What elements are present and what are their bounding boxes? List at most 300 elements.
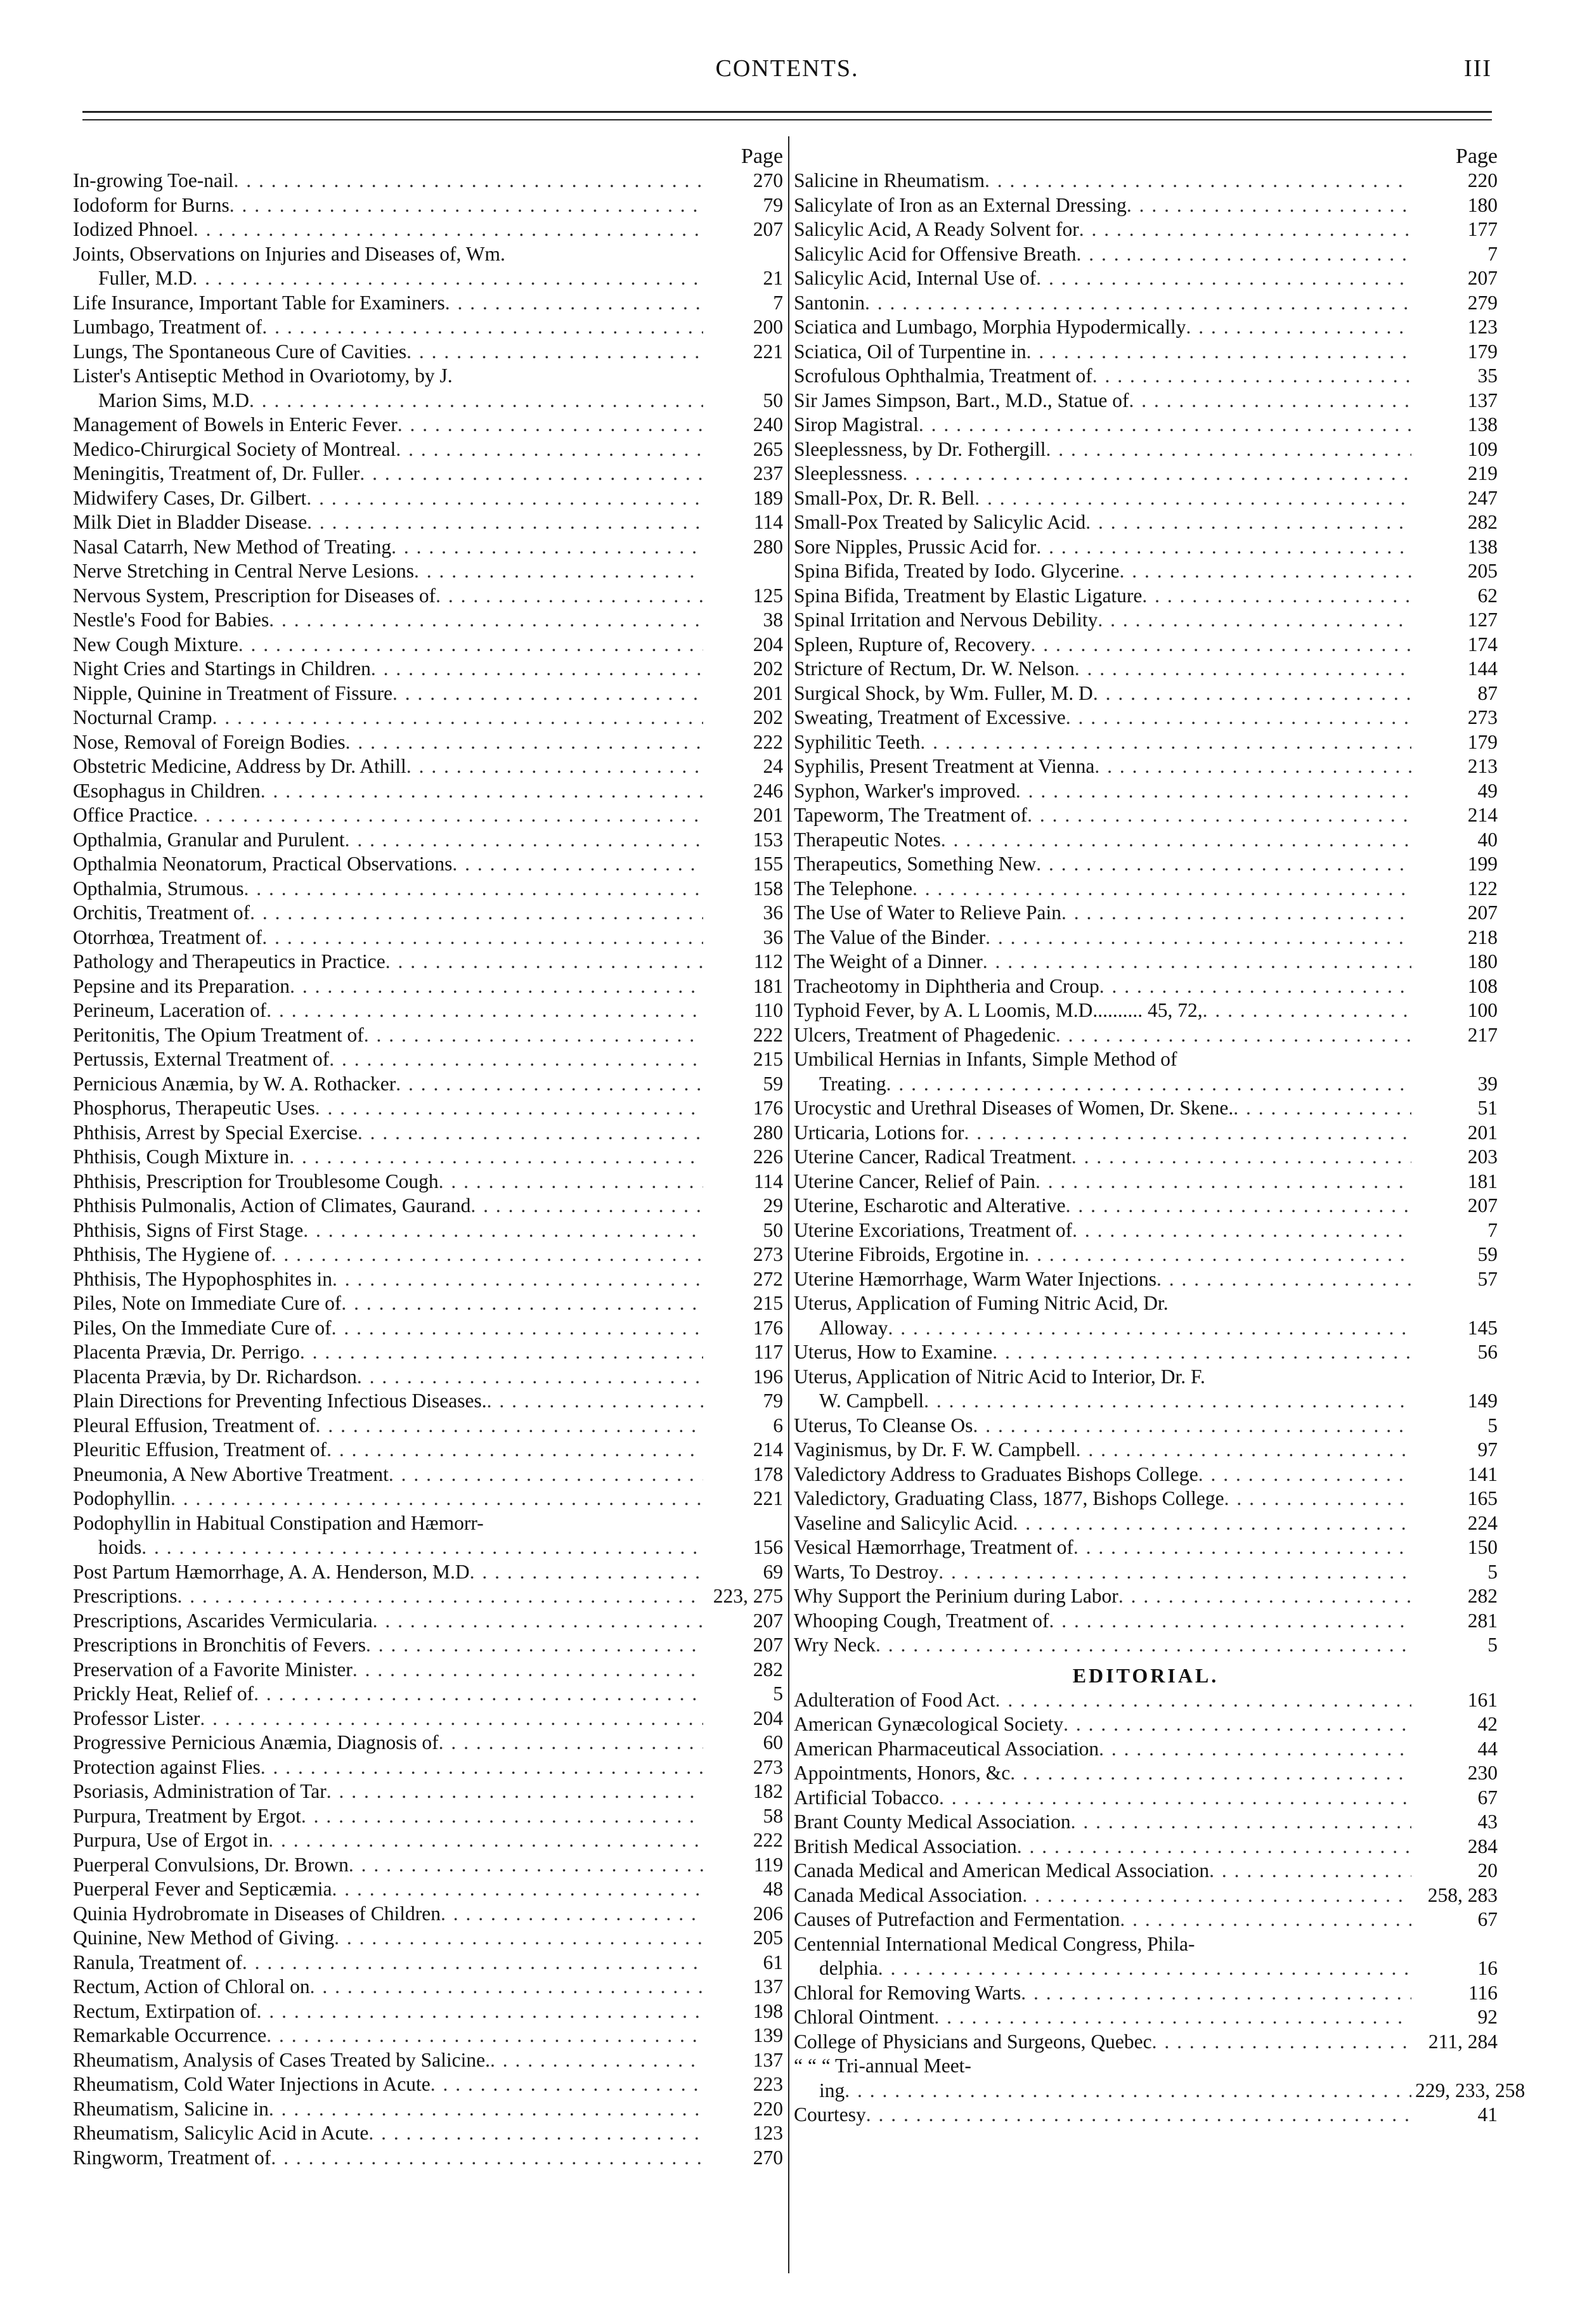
entry-title: Rectum, Extirpation of bbox=[73, 1999, 257, 2022]
entry-title: Opthalmia, Granular and Purulent bbox=[73, 828, 345, 851]
dot-leader bbox=[1022, 1883, 1411, 1908]
editorial-list bbox=[794, 1688, 1525, 2127]
entry-title: Spinal Irritation and Nervous Debility bbox=[794, 609, 1098, 631]
entry-title: Purpura, Treatment by Ergot bbox=[73, 1804, 301, 1827]
index-entry bbox=[73, 2121, 783, 2146]
dot-leader bbox=[912, 877, 1411, 901]
entry-title: Therapeutics, Something New bbox=[794, 853, 1037, 875]
entry-page: 165 bbox=[1467, 1487, 1498, 1509]
entry-page: 214 bbox=[1467, 804, 1498, 826]
index-entry bbox=[73, 1609, 783, 1634]
entry-page: 43 bbox=[1477, 1811, 1498, 1833]
entry-list bbox=[794, 169, 1498, 1658]
entry-page: 240 bbox=[753, 413, 783, 436]
entry-title: Pneumonia, A New Abortive Treatment bbox=[73, 1462, 389, 1485]
dot-leader bbox=[941, 828, 1411, 853]
entry-title: American Pharmaceutical Association bbox=[794, 1737, 1099, 1760]
entry-title: Syphon, Warker's improved bbox=[794, 779, 1016, 802]
entry-title: Santonin bbox=[794, 291, 865, 314]
dot-leader bbox=[242, 1951, 703, 1975]
entry-page: 137 bbox=[753, 1975, 783, 1998]
index-entry bbox=[794, 1047, 1498, 1072]
index-entry bbox=[73, 1145, 783, 1170]
index-entry bbox=[73, 1389, 783, 1414]
index-entry bbox=[73, 779, 783, 804]
entry-page: 29 bbox=[763, 1194, 783, 1217]
dot-leader bbox=[310, 1975, 703, 1999]
dot-leader bbox=[1224, 1487, 1411, 1511]
index-entry bbox=[794, 1218, 1498, 1243]
entry-title: Post Partum Hæmorrhage, A. A. Henderson, M.D bbox=[73, 1560, 470, 1583]
index-entry bbox=[794, 266, 1498, 291]
index-entry bbox=[73, 1535, 783, 1560]
index-entry bbox=[73, 315, 783, 340]
index-entry bbox=[794, 193, 1498, 218]
index-entry bbox=[794, 340, 1498, 365]
entry-title: Valedictory, Graduating Class, 1877, Bishops College bbox=[794, 1487, 1224, 1509]
index-entry bbox=[794, 2079, 1525, 2103]
dot-leader bbox=[1061, 901, 1411, 926]
entry-title: Lungs, The Spontaneous Cure of Cavities bbox=[73, 340, 407, 363]
dot-leader bbox=[876, 1633, 1411, 1658]
index-entry bbox=[73, 926, 783, 950]
entry-page: 16 bbox=[1477, 1957, 1498, 1979]
index-entry bbox=[794, 803, 1498, 828]
dot-leader bbox=[327, 1779, 703, 1804]
entry-title: Sciatica, Oil of Turpentine in bbox=[794, 340, 1027, 363]
entry-page: 56 bbox=[1477, 1341, 1498, 1363]
entry-page: 117 bbox=[753, 1341, 783, 1363]
index-entry bbox=[73, 1023, 783, 1048]
dot-leader bbox=[212, 706, 703, 730]
entry-title: Sleeplessness bbox=[794, 462, 903, 484]
entry-page: 282 bbox=[1467, 511, 1498, 533]
entry-title: Urocystic and Urethral Diseases of Women, Dr. Skene. bbox=[794, 1097, 1234, 1119]
dot-leader bbox=[1120, 1908, 1411, 1932]
dot-leader bbox=[306, 486, 703, 511]
entry-page: 204 bbox=[753, 633, 783, 655]
dot-leader bbox=[1098, 608, 1411, 633]
entry-title: Obstetric Medicine, Address by Dr. Athill bbox=[73, 755, 406, 777]
dot-leader bbox=[1077, 242, 1411, 267]
dot-leader bbox=[193, 217, 703, 242]
section-heading-editorial: EDITORIAL. bbox=[1072, 1663, 1219, 1687]
index-entry bbox=[794, 950, 1498, 974]
dot-leader bbox=[1209, 1859, 1411, 1883]
dot-leader bbox=[307, 510, 703, 535]
entry-title: Appointments, Honors, &c bbox=[794, 1762, 1011, 1784]
entry-page: 222 bbox=[753, 730, 783, 753]
index-entry bbox=[73, 1828, 783, 1853]
entry-page: 122 bbox=[1467, 877, 1498, 900]
entry-title: Milk Diet in Bladder Disease bbox=[73, 511, 308, 533]
dot-leader bbox=[341, 1291, 703, 1316]
entry-page: 280 bbox=[753, 1121, 783, 1144]
entry-page: 282 bbox=[1467, 1585, 1498, 1607]
entry-title: Opthalmia Neonatorum, Practical Observations bbox=[73, 853, 453, 875]
entry-page: 155 bbox=[753, 853, 783, 875]
entry-title: Typhoid Fever, by A. L Loomis, M.D.......... 45, 72, bbox=[794, 999, 1203, 1021]
entry-title: Podophyllin in Habitual Constipation and Hæmorr- bbox=[73, 1511, 484, 1534]
index-entry bbox=[73, 1487, 783, 1511]
entry-title: Phthisis, Arrest by Special Exercise bbox=[73, 1121, 358, 1144]
index-entry bbox=[794, 1737, 1498, 1762]
dot-leader bbox=[332, 1877, 703, 1902]
entry-page: 161 bbox=[1467, 1688, 1498, 1711]
entry-page: 67 bbox=[1477, 1786, 1498, 1809]
entry-title: Pathology and Therapeutics in Practice bbox=[73, 950, 385, 972]
entry-title: Marion Sims, M.D bbox=[98, 389, 250, 411]
entry-title: Small-Pox Treated by Salicylic Acid bbox=[794, 511, 1086, 533]
index-entry bbox=[794, 1121, 1498, 1146]
entry-page: 258, 283 bbox=[1427, 1883, 1498, 1906]
entry-page: 246 bbox=[753, 779, 783, 802]
entry-page: 229, 233, 258 bbox=[1415, 2079, 1525, 2101]
dot-leader bbox=[192, 266, 703, 291]
index-entry bbox=[73, 584, 783, 609]
index-entry bbox=[73, 681, 783, 706]
entry-title: Rheumatism, Cold Water Injections in Acute bbox=[73, 2073, 431, 2095]
entry-title: Spleen, Rupture of, Recovery bbox=[794, 633, 1031, 655]
entry-page: 44 bbox=[1477, 1737, 1498, 1760]
entry-page: 149 bbox=[1467, 1390, 1498, 1412]
index-entry bbox=[73, 1170, 783, 1194]
entry-title: Professor Lister bbox=[73, 1707, 200, 1729]
dot-leader bbox=[1071, 1810, 1411, 1835]
entry-title: Management of Bowels in Enteric Fever bbox=[73, 413, 398, 436]
index-entry bbox=[794, 1170, 1498, 1194]
dot-leader bbox=[1072, 1218, 1411, 1243]
entry-page: 207 bbox=[1467, 1194, 1498, 1217]
entry-page: 41 bbox=[1477, 2103, 1498, 2126]
entry-page: 5 bbox=[1487, 1634, 1498, 1656]
entry-title: Prescriptions bbox=[73, 1585, 178, 1607]
entry-page: 141 bbox=[1467, 1462, 1498, 1485]
entry-title: Sleeplessness, by Dr. Fothergill bbox=[794, 437, 1046, 460]
entry-page: 181 bbox=[1467, 1170, 1498, 1192]
entry-page: 270 bbox=[753, 169, 783, 191]
dot-leader bbox=[398, 413, 703, 437]
entry-title: Valedictory Address to Graduates Bishops College bbox=[794, 1462, 1198, 1485]
entry-page: 284 bbox=[1467, 1835, 1498, 1857]
index-entry bbox=[73, 364, 783, 389]
page-header bbox=[82, 49, 1492, 87]
dot-leader bbox=[985, 926, 1411, 950]
index-entry bbox=[73, 1951, 783, 1975]
index-entry bbox=[73, 803, 783, 828]
index-entry bbox=[73, 1877, 783, 1902]
index-entry bbox=[73, 1462, 783, 1487]
dot-leader bbox=[975, 486, 1411, 511]
entry-page: 237 bbox=[753, 462, 783, 484]
entry-page: 179 bbox=[1467, 730, 1498, 753]
index-entry bbox=[794, 1932, 1498, 1957]
entry-title: Umbilical Hernias in Infants, Simple Method of bbox=[794, 1048, 1177, 1070]
entry-page: 219 bbox=[1467, 462, 1498, 484]
entry-title: Phthisis, The Hygiene of bbox=[73, 1243, 271, 1265]
entry-title: W. Campbell bbox=[819, 1390, 924, 1412]
entry-title: Iodized Phnoel bbox=[73, 218, 193, 240]
index-entry bbox=[73, 1682, 783, 1707]
entry-title: Phthisis, Cough Mixture in bbox=[73, 1146, 290, 1168]
entry-page: 51 bbox=[1477, 1097, 1498, 1119]
dot-leader bbox=[391, 535, 703, 560]
entry-page: 217 bbox=[1467, 1023, 1498, 1046]
dot-leader bbox=[1099, 974, 1411, 999]
index-entry bbox=[794, 1761, 1498, 1786]
entry-title: Courtesy bbox=[794, 2103, 866, 2126]
entry-page: 174 bbox=[1467, 633, 1498, 655]
entry-page: 180 bbox=[1467, 950, 1498, 972]
entry-page: 5 bbox=[773, 1682, 783, 1705]
entry-title: Nestle's Food for Babies bbox=[73, 609, 269, 631]
entry-title: Rheumatism, Salicylic Acid in Acute bbox=[73, 2122, 369, 2144]
entry-title: Uterine Cancer, Relief of Pain bbox=[794, 1170, 1035, 1192]
entry-title: Sirop Magistral bbox=[794, 413, 919, 436]
dot-leader bbox=[983, 950, 1411, 974]
entry-page: 223 bbox=[753, 2073, 783, 2095]
entry-page: 5 bbox=[1487, 1414, 1498, 1436]
index-entry bbox=[794, 2103, 1498, 2127]
entry-title: Uterus, To Cleanse Os bbox=[794, 1414, 973, 1436]
entry-title: Nerve Stretching in Central Nerve Lesions bbox=[73, 560, 414, 582]
dot-leader bbox=[1017, 1835, 1411, 1859]
dot-leader bbox=[262, 315, 703, 340]
entry-page: 222 bbox=[753, 1023, 783, 1046]
dot-leader bbox=[919, 413, 1411, 437]
entry-title: Nervous System, Prescription for Diseases of bbox=[73, 584, 436, 607]
header-rule bbox=[82, 111, 1492, 113]
entry-page: 36 bbox=[763, 901, 783, 924]
index-entry bbox=[73, 1560, 783, 1585]
entry-title: Urticaria, Lotions for bbox=[794, 1121, 964, 1144]
entry-page: 207 bbox=[753, 1634, 783, 1656]
entry-page: 272 bbox=[753, 1267, 783, 1290]
entry-page: 201 bbox=[753, 681, 783, 704]
entry-page: 201 bbox=[753, 804, 783, 826]
index-entry bbox=[73, 2024, 783, 2048]
index-entry bbox=[73, 1511, 783, 1536]
entry-title: Joints, Observations on Injuries and Diseases of, Wm. bbox=[73, 242, 505, 265]
index-entry bbox=[73, 1853, 783, 1878]
entry-page: 202 bbox=[753, 706, 783, 728]
index-entry bbox=[73, 1804, 783, 1829]
index-entry bbox=[794, 877, 1498, 901]
index-entry bbox=[794, 2054, 1498, 2079]
dot-leader bbox=[985, 169, 1411, 193]
entry-page: 222 bbox=[753, 1829, 783, 1851]
entry-page: 109 bbox=[1467, 437, 1498, 460]
entry-page: 139 bbox=[753, 2024, 783, 2046]
index-entry bbox=[73, 2097, 783, 2122]
entry-page: 7 bbox=[1487, 1218, 1498, 1241]
dot-leader bbox=[439, 1170, 703, 1194]
index-entry bbox=[794, 1243, 1498, 1267]
dot-leader bbox=[1118, 1584, 1411, 1609]
entry-title: Syphilitic Teeth bbox=[794, 730, 921, 753]
index-entry bbox=[794, 779, 1498, 804]
index-entry bbox=[794, 169, 1498, 193]
entry-page: 5 bbox=[1487, 1560, 1498, 1583]
entry-page: 112 bbox=[753, 950, 783, 972]
dot-leader bbox=[300, 1340, 703, 1365]
index-entry bbox=[794, 1316, 1498, 1341]
dot-leader bbox=[1027, 340, 1411, 365]
dot-leader bbox=[289, 1145, 703, 1170]
index-entry bbox=[73, 340, 783, 365]
entry-title: Rheumatism, Analysis of Cases Treated by Salicine. bbox=[73, 2048, 490, 2071]
entry-title: Wry Neck bbox=[794, 1634, 876, 1656]
entry-title: Salicine in Rheumatism bbox=[794, 169, 985, 191]
index-entry bbox=[794, 1145, 1498, 1170]
entry-title: Perineum, Laceration of bbox=[73, 999, 267, 1021]
index-entry bbox=[794, 1267, 1498, 1292]
entry-page: 79 bbox=[763, 1390, 783, 1412]
entry-page: 92 bbox=[1477, 2006, 1498, 2028]
dot-leader bbox=[332, 1316, 703, 1341]
entry-title: Placenta Prævia, by Dr. Richardson bbox=[73, 1365, 357, 1388]
entry-page: 204 bbox=[753, 1707, 783, 1729]
dot-leader bbox=[938, 1560, 1411, 1585]
entry-page: 137 bbox=[1467, 389, 1498, 411]
index-entry bbox=[73, 1365, 783, 1390]
index-entry bbox=[794, 1584, 1498, 1609]
entry-page: 67 bbox=[1477, 1908, 1498, 1930]
entry-page: 279 bbox=[1467, 291, 1498, 314]
entry-page: 205 bbox=[1467, 560, 1498, 582]
dot-leader bbox=[1031, 633, 1411, 657]
entry-title: Treating bbox=[819, 1072, 886, 1095]
dot-leader bbox=[269, 2097, 703, 2122]
entry-title: Nasal Catarrh, New Method of Treating bbox=[73, 535, 392, 558]
index-entry bbox=[794, 535, 1498, 560]
entry-page: 199 bbox=[1467, 853, 1498, 875]
entry-title: Lister's Antiseptic Method in Ovariotomy, by J. bbox=[73, 365, 453, 387]
index-entry bbox=[73, 1316, 783, 1341]
dot-leader bbox=[1072, 1145, 1411, 1170]
entry-page: 181 bbox=[753, 974, 783, 997]
entry-page: 221 bbox=[753, 1487, 783, 1509]
entry-title: Peritonitis, The Opium Treatment of bbox=[73, 1023, 364, 1046]
entry-title: Syphilis, Present Treatment at Vienna bbox=[794, 755, 1095, 777]
dot-leader bbox=[865, 291, 1411, 316]
entry-page: 7 bbox=[773, 291, 783, 314]
dot-leader bbox=[1120, 559, 1411, 584]
entry-title: Sore Nipples, Prussic Acid for bbox=[794, 535, 1037, 558]
dot-leader bbox=[888, 1316, 1411, 1341]
entry-page: 265 bbox=[753, 437, 783, 460]
dot-leader bbox=[357, 1365, 703, 1390]
index-entry bbox=[794, 926, 1498, 950]
entry-title: British Medical Association bbox=[794, 1835, 1017, 1857]
index-entry bbox=[73, 266, 783, 291]
entry-page: 123 bbox=[1467, 316, 1498, 338]
entry-title: Piles, On the Immediate Cure of bbox=[73, 1316, 332, 1339]
entry-title: Pleuritic Effusion, Treatment of bbox=[73, 1438, 327, 1461]
dot-leader bbox=[924, 1389, 1411, 1414]
entry-title: Whooping Cough, Treatment of bbox=[794, 1609, 1049, 1632]
entry-page: 127 bbox=[1467, 609, 1498, 631]
dot-leader bbox=[1066, 706, 1411, 730]
entry-page: 177 bbox=[1467, 218, 1498, 240]
entry-title: Ulcers, Treatment of Phagedenic bbox=[794, 1023, 1056, 1046]
dot-leader bbox=[431, 2072, 703, 2097]
dot-leader bbox=[385, 950, 703, 974]
index-entry bbox=[794, 2030, 1498, 2055]
index-entry bbox=[794, 1981, 1498, 2006]
dot-leader bbox=[886, 1072, 1411, 1097]
dot-leader bbox=[1129, 389, 1412, 413]
column-header bbox=[73, 145, 783, 169]
dot-leader bbox=[1152, 2030, 1411, 2055]
index-entry bbox=[73, 706, 783, 730]
entry-title: Phthisis, The Hypophosphites in bbox=[73, 1267, 332, 1290]
index-entry bbox=[794, 1688, 1498, 1713]
index-entry bbox=[73, 535, 783, 560]
dot-leader bbox=[487, 1389, 703, 1414]
entry-page: 211, 284 bbox=[1428, 2030, 1498, 2053]
page-label: Page bbox=[741, 145, 783, 168]
column-divider bbox=[788, 136, 789, 2273]
dot-leader bbox=[332, 1267, 703, 1292]
entry-title: Pepsine and its Preparation bbox=[73, 974, 290, 997]
index-column-left bbox=[73, 145, 783, 2170]
dot-leader bbox=[1156, 1267, 1411, 1292]
dot-leader bbox=[1013, 1511, 1411, 1536]
entry-page: 48 bbox=[763, 1878, 783, 1900]
entry-title: Progressive Pernicious Anæmia, Diagnosis of bbox=[73, 1731, 439, 1753]
index-entry bbox=[794, 974, 1498, 999]
index-entry bbox=[794, 1487, 1498, 1511]
entry-title: Canada Medical Association bbox=[794, 1883, 1023, 1906]
entry-page: 39 bbox=[1477, 1072, 1498, 1095]
entry-page: 57 bbox=[1477, 1267, 1498, 1290]
dot-leader bbox=[266, 2024, 703, 2048]
entry-title: In-growing Toe-nail bbox=[73, 169, 234, 191]
entry-title: Office Practice bbox=[73, 804, 193, 826]
index-entry bbox=[73, 559, 783, 584]
index-entry bbox=[794, 681, 1498, 706]
entry-page: 79 bbox=[763, 193, 783, 216]
entry-title: Therapeutic Notes bbox=[794, 828, 941, 851]
index-entry bbox=[794, 1023, 1498, 1048]
page-number: III bbox=[1464, 55, 1492, 82]
dot-leader bbox=[257, 1999, 703, 2024]
entry-page: 206 bbox=[753, 1902, 783, 1925]
entry-page: 7 bbox=[1487, 242, 1498, 265]
index-entry bbox=[73, 950, 783, 974]
entry-title: Opthalmia, Strumous bbox=[73, 877, 244, 900]
dot-leader bbox=[1099, 1737, 1411, 1762]
entry-page: 156 bbox=[753, 1536, 783, 1558]
dot-leader bbox=[349, 1853, 703, 1878]
entry-title: Warts, To Destroy bbox=[794, 1560, 939, 1583]
index-entry bbox=[794, 315, 1498, 340]
entry-page: 58 bbox=[763, 1804, 783, 1827]
entry-page: 214 bbox=[753, 1438, 783, 1461]
dot-leader bbox=[396, 437, 703, 462]
index-entry bbox=[73, 730, 783, 755]
index-entry bbox=[73, 510, 783, 535]
index-entry bbox=[73, 1267, 783, 1292]
entry-title: Canada Medical and American Medical Association bbox=[794, 1859, 1210, 1882]
entry-title: Medico-Chirurgical Society of Montreal bbox=[73, 437, 396, 460]
index-entry bbox=[73, 1633, 783, 1658]
entry-title: Vaginismus, by Dr. F. W. Campbell bbox=[794, 1438, 1076, 1461]
dot-leader bbox=[1024, 1243, 1411, 1267]
index-entry bbox=[73, 1414, 783, 1438]
index-entry bbox=[73, 2072, 783, 2097]
